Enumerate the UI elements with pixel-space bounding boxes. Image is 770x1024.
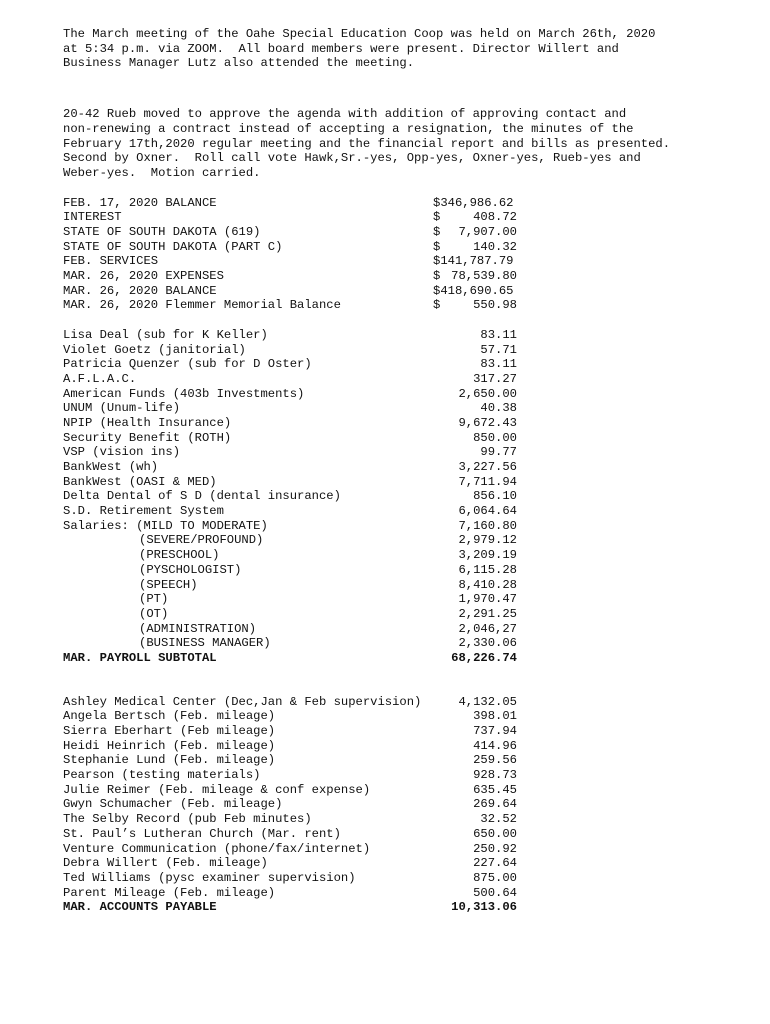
payroll-row-amount: 6,064.64: [458, 504, 517, 519]
payable-row-label: St. Paul’s Lutheran Church (Mar. rent): [63, 826, 341, 841]
payroll-row-amount: 40.38: [480, 401, 517, 416]
payroll-row-amount: 3,227.56: [458, 460, 517, 474]
payroll-row-label: (PYSCHOLOGIST): [139, 562, 242, 577]
payable-row-total: [63, 900, 523, 915]
payroll-row-amount: 1,970.47: [458, 592, 517, 607]
payable-row: [63, 768, 523, 783]
balance-label: MAR. 26, 2020 BALANCE: [63, 283, 217, 298]
payable-row: [63, 842, 523, 857]
payroll-row-amount: 317.27: [473, 371, 517, 386]
payable-row-amount: 928.73: [473, 768, 517, 783]
intro-paragraph: The March meeting of the Oahe Special Education Coop was held on March 26th, 2020 at 5:34 p.m. via ZOOM. All board members were present. Director Willert and Business Manager Lutz also attended the meeting.: [63, 27, 656, 71]
payroll-row-label: Lisa Deal (sub for K Keller): [63, 327, 268, 342]
balance-label: STATE OF SOUTH DAKOTA (PART C): [63, 239, 283, 254]
payroll-row-amount: 3,209.19: [458, 548, 517, 563]
payable-row-label: Sierra Eberhart (Feb mileage): [63, 724, 276, 738]
payroll-row-amount: 7,160.80: [458, 518, 517, 533]
payable-row: [63, 856, 523, 871]
payroll-row-label: Security Benefit (ROTH): [63, 430, 232, 445]
payable-row-label: Ashley Medical Center (Dec,Jan & Feb supervision): [63, 694, 422, 709]
payroll-row-amount: 99.77: [480, 445, 517, 460]
payroll-row-amount: 2,650.00: [458, 386, 517, 401]
payable-row-amount: 269.64: [473, 797, 517, 812]
currency-symbol: $: [433, 210, 441, 225]
payroll-row-amount: 57.71: [480, 342, 517, 357]
balance-label: MAR. 26, 2020 Flemmer Memorial Balance: [63, 298, 341, 313]
payroll-row: [63, 578, 523, 593]
currency-symbol: $: [433, 195, 441, 210]
payroll-row: [63, 607, 523, 622]
balance-table: [63, 196, 523, 314]
payable-row-label: Parent Mileage (Feb. mileage): [63, 885, 276, 900]
payroll-row: [63, 563, 523, 578]
payroll-row-label: MAR. PAYROLL SUBTOTAL: [63, 650, 217, 665]
payable-row-amount: 10,313.06: [451, 900, 517, 915]
currency-symbol: $: [433, 225, 441, 239]
amount-value: 140.32: [473, 239, 517, 254]
payroll-row-amount: 7,711.94: [458, 474, 517, 489]
currency-symbol: $: [433, 269, 441, 284]
payroll-row: [63, 387, 523, 402]
payroll-row: [63, 431, 523, 446]
payable-row: [63, 886, 523, 901]
payable-row-amount: 414.96: [473, 738, 517, 753]
payroll-row-amount: 2,979.12: [458, 533, 517, 548]
payable-row-amount: 398.01: [473, 709, 517, 724]
payroll-table: [63, 328, 523, 666]
amount-value: 550.98: [473, 298, 517, 313]
payroll-row: [63, 489, 523, 504]
payable-row-amount: 875.00: [473, 870, 517, 885]
balance-row: [63, 196, 523, 211]
payable-row-label: Gwyn Schumacher (Feb. mileage): [63, 797, 283, 812]
payroll-row-label: American Funds (403b Investments): [63, 386, 305, 401]
payroll-row-label: VSP (vision ins): [63, 445, 181, 460]
balance-label: FEB. SERVICES: [63, 254, 159, 269]
payable-row-label: The Selby Record (pub Feb minutes): [63, 812, 312, 827]
payroll-row-total: [63, 651, 523, 666]
payroll-row: [63, 416, 523, 431]
payroll-row-amount: 9,672.43: [458, 415, 517, 430]
amount-value: 418,690.65: [440, 283, 514, 298]
payroll-row: [63, 636, 523, 651]
payroll-row-label: (BUSINESS MANAGER): [139, 636, 271, 651]
payroll-row-label: (SEVERE/PROFOUND): [139, 533, 264, 548]
payroll-row-amount: 68,226.74: [451, 650, 517, 665]
payroll-row-label: A.F.L.A.C.: [63, 371, 137, 386]
payroll-row: [63, 343, 523, 358]
payable-row-amount: 500.64: [473, 885, 517, 900]
currency-symbol: $: [433, 283, 441, 298]
payable-row-label: Debra Willert (Feb. mileage): [63, 856, 268, 871]
payroll-row-label: Delta Dental of S D (dental insurance): [63, 489, 341, 504]
payable-row: [63, 695, 523, 710]
amount-value: 7,907.00: [458, 225, 517, 239]
payable-row-label: Stephanie Lund (Feb. mileage): [63, 753, 276, 768]
balance-label: FEB. 17, 2020 BALANCE: [63, 195, 217, 210]
payroll-row-label: UNUM (Unum-life): [63, 401, 181, 416]
payroll-row: [63, 548, 523, 563]
payable-row-amount: 737.94: [473, 724, 517, 738]
payroll-row-label: (PT): [139, 592, 169, 607]
payroll-row-amount: 2,330.06: [458, 636, 517, 651]
payable-row-amount: 259.56: [473, 753, 517, 768]
payable-row: [63, 709, 523, 724]
balance-label: STATE OF SOUTH DAKOTA (619): [63, 225, 261, 239]
payroll-row-amount: 856.10: [473, 489, 517, 504]
payable-row-label: Pearson (testing materials): [63, 768, 261, 783]
currency-symbol: $: [433, 298, 441, 313]
amount-value: 141,787.79: [440, 254, 514, 269]
currency-symbol: $: [433, 239, 441, 254]
payroll-row-amount: 6,115.28: [458, 562, 517, 577]
payroll-row-amount: 8,410.28: [458, 577, 517, 592]
balance-row: [63, 240, 523, 255]
payroll-row: [63, 460, 523, 475]
payroll-row-label: (SPEECH): [139, 577, 198, 592]
payable-row: [63, 812, 523, 827]
payable-row-label: Julie Reimer (Feb. mileage & conf expense): [63, 782, 371, 797]
payable-row: [63, 724, 523, 739]
payroll-row: [63, 475, 523, 490]
amount-value: 408.72: [473, 210, 517, 225]
payable-row: [63, 871, 523, 886]
payable-row: [63, 827, 523, 842]
payable-row-amount: 227.64: [473, 856, 517, 871]
payroll-row-amount: 2,046,27: [458, 621, 517, 636]
payable-row: [63, 739, 523, 754]
payable-row-label: Heidi Heinrich (Feb. mileage): [63, 738, 276, 753]
payable-row-label: Ted Williams (pysc examiner supervision): [63, 870, 356, 885]
payable-row-amount: 32.52: [480, 812, 517, 827]
payroll-row-label: (PRESCHOOL): [139, 548, 220, 563]
payroll-row-amount: 83.11: [480, 357, 517, 372]
payable-row: [63, 783, 523, 798]
payroll-row: [63, 401, 523, 416]
amount-value: 346,986.62: [440, 195, 514, 210]
payroll-row-label: Violet Goetz (janitorial): [63, 342, 246, 357]
payroll-row: [63, 622, 523, 637]
payroll-row-amount: 83.11: [480, 327, 517, 342]
balance-row: [63, 254, 523, 269]
payable-row-label: MAR. ACCOUNTS PAYABLE: [63, 900, 217, 915]
payroll-row-label: (ADMINISTRATION): [139, 621, 257, 636]
minutes-document: [63, 27, 753, 915]
payroll-row-label: Patricia Quenzer (sub for D Oster): [63, 357, 312, 372]
payable-row-label: Angela Bertsch (Feb. mileage): [63, 709, 276, 724]
payroll-row: [63, 372, 523, 387]
payroll-row: [63, 357, 523, 372]
payroll-row: [63, 533, 523, 548]
payroll-row-label: Salaries: (MILD TO MODERATE): [63, 518, 268, 533]
payroll-row: [63, 592, 523, 607]
balance-label: INTEREST: [63, 210, 122, 225]
payable-row-label: Venture Communication (phone/fax/internet): [63, 841, 371, 856]
payroll-row-label: BankWest (wh): [63, 460, 159, 474]
balance-row: [63, 298, 523, 313]
payroll-row-amount: 2,291.25: [458, 606, 517, 621]
payroll-row-label: NPIP (Health Insurance): [63, 415, 232, 430]
amount-value: 78,539.80: [451, 269, 517, 284]
balance-row: [63, 269, 523, 284]
payable-row-amount: 635.45: [473, 782, 517, 797]
payable-row-amount: 650.00: [473, 826, 517, 841]
payable-row-amount: 250.92: [473, 841, 517, 856]
payable-row: [63, 797, 523, 812]
balance-row: [63, 284, 523, 299]
payroll-row-label: S.D. Retirement System: [63, 504, 224, 519]
motion-paragraph: 20-42 Rueb moved to approve the agenda with addition of approving contact and non-renewing a contract instead of accepting a resignation, the minutes of the February 17th,2020 regular meeting and the financial report and bills as presented. Second by Oxner. Roll call vote Hawk,Sr.-yes, Opp-yes, Oxner-yes, Rueb-yes and Weber-yes. Motion carried.: [63, 107, 671, 180]
balance-row: [63, 225, 523, 240]
payable-row-amount: 4,132.05: [458, 694, 517, 709]
payroll-row: [63, 504, 523, 519]
payables-table: [63, 695, 523, 915]
payroll-row-label: BankWest (OASI & MED): [63, 474, 217, 489]
payroll-row: [63, 445, 523, 460]
payroll-row-amount: 850.00: [473, 430, 517, 445]
payroll-row: [63, 328, 523, 343]
payroll-row: [63, 519, 523, 534]
payroll-row-label: (OT): [139, 606, 169, 621]
balance-label: MAR. 26, 2020 EXPENSES: [63, 269, 224, 284]
balance-row: [63, 210, 523, 225]
currency-symbol: $: [433, 254, 441, 269]
payable-row: [63, 753, 523, 768]
